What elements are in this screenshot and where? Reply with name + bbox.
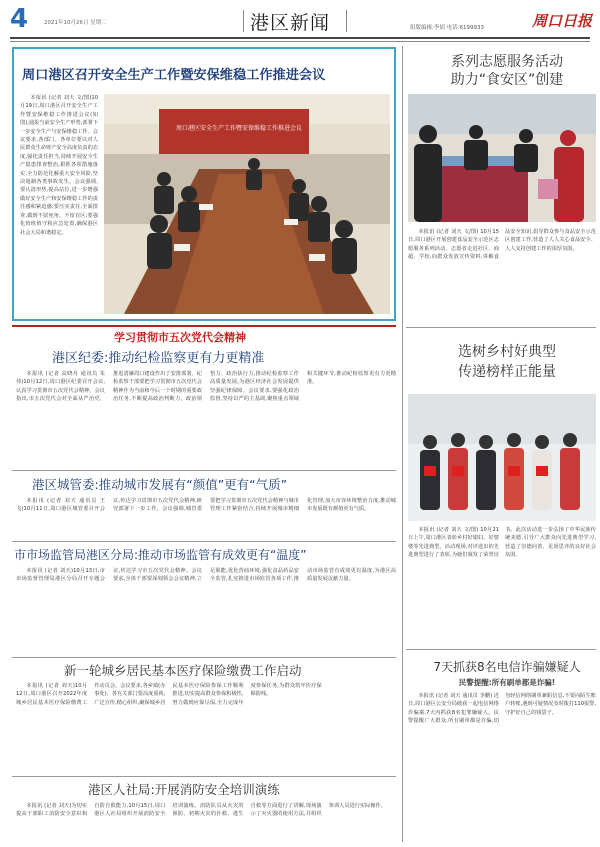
right-text-fraud: 本报讯 (记者 刘天 通讯员 李鹏) 近日,周口港区公安分局破获一起电信网络诈骗案,7天内抓获8名犯罪嫌疑人。民警提醒广大群众,所有刷单都是诈骗,切勿轻信网络刷单兼职信息,不要向陌生账户转账,遇到可疑情况及时拨打110报警,守护好自己的钱袋子。 xyxy=(408,693,596,725)
award-ceremony-scene xyxy=(408,394,596,521)
backdrop-banner-text: 周口港区安全生产工作暨安保维稳工作推进会议 xyxy=(175,125,302,132)
article-text: 10月12日,周口港区纪委召开会议,认真学习贯彻市五次党代会精神。会议指出,市五次党代会对全面从严治党、推进清廉周口建设作出了安排部署。纪检监察干部要把学习贯彻市五次党代会精神作为当前和今后一个时期的重要政治任务,不断提高政治判断力、政治领悟力、政治执行力,推动纪检监察工作高质量发展,为港区经济社会发展提供坚强纪律保障。会议要求,要强化政治监督,坚持以严的主基调,聚焦重点领域和关键环节,推动纪检监察更有力更精准。 xyxy=(16,371,396,403)
volunteer-photo xyxy=(408,94,596,222)
lead-headline: 周口港区召开安全生产工作暨安保维稳工作推进会议 xyxy=(22,68,326,83)
editor-info: 组版编辑:李娟 电话:6199933 xyxy=(410,25,484,31)
article-text: 10月13日,市市场监督管理局港区分局召开专题会议,传达学习市五次党代会精神。会议要求,全体干部要深刻领会会议精神,立足职能,优化营商环境,强化食品药品安全监管,扎实推进市场监管各项工作,推动市场监管有成效更有温度,为港区高质量发展贡献力量。 xyxy=(16,568,396,583)
article-byline: 本报讯 (记者 刘天) xyxy=(26,803,72,809)
section-title: 港区新闻 xyxy=(250,12,331,34)
article-byline: 本报讯 (记者 刘天) xyxy=(26,568,74,574)
article-headline: 新一轮城乡居民基本医疗保险缴费工作启动 xyxy=(64,663,302,678)
article-divider xyxy=(12,657,396,658)
article-headline: 港区纪委:推动纪检监察更有力更精准 xyxy=(52,351,265,366)
right-headline-volunteer: 系列志愿服务活动 助力“食安区”创建 xyxy=(450,54,564,88)
article-byline: 本报讯 (记者 刘天 通讯员 王飞) xyxy=(16,498,105,513)
article-body xyxy=(16,567,396,655)
special-section-banner: 学习贯彻市五次党代会精神 xyxy=(114,331,246,344)
award-photo xyxy=(408,394,596,521)
article-body xyxy=(16,497,396,539)
right-text-role-model: 本报讯 (记者 刘天 文/图) 10月21日上午,周口港区表彰乡村好媳妇、好婆婆等先进典型。活动现场,对评选出的先进典型进行了表彰,为她们颁发了荣誉证书。此次活动进一步弘扬了中华民族传统美德,引导广大群众向先进典型学习,营造了崇德向善、见贤思齐的良好社会氛围。 xyxy=(408,527,596,559)
article-byline: 本报讯 (记者 刘天) xyxy=(26,683,75,689)
article-divider xyxy=(12,470,396,471)
article-divider xyxy=(12,541,396,542)
article-text: 10月12日,周口港区召开2022年度城乡居民基本医疗保险缴费工作动员会。会议要求,各乡镇(办事处)、各有关部门要高度重视,广泛宣传,精心组织,确保城乡居民基本医疗保险参保工作顺利推进,切实提高群众参保积极性,努力做到应保尽保,全力完成年度参保任务,为群众筑牢医疗保障防线。 xyxy=(16,683,322,706)
newspaper-logo: 周口日报 xyxy=(532,12,593,30)
lead-body xyxy=(20,94,98,314)
masthead-rule xyxy=(10,37,590,39)
volunteer-scene xyxy=(408,94,596,222)
column-divider xyxy=(402,46,403,842)
article-body xyxy=(16,370,396,468)
right-body-fraud xyxy=(408,692,596,842)
masthead-divider xyxy=(243,10,244,32)
right-headline-fraud: 7天抓获8名电信诈骗嫌疑人 xyxy=(433,660,581,674)
article-divider xyxy=(12,776,396,777)
right-body-volunteer xyxy=(408,228,596,324)
right-subhead-fraud: 民警提醒:所有刷单都是诈骗! xyxy=(458,678,556,687)
lead-text: 10月19日,周口港区召开安全生产工作暨安保维稳工作推进会议(如图),通报当前安全生产形势,部署下一步安全生产与安保维稳工作。会议要求,各部门、各单位要以对人民群众生命财产安全高度负责的态度,强化责任担当,持续开展安全生产隐患排查整治,狠抓各项措施落实,全力防范化解重大安全风险,坚决遏制各类事故发生。会议强调,要认清形势,提高站位,进一步增强做好安全生产和安保维稳工作的责任感和紧迫感;要压实责任,全面排查,做到不留死角、不留盲区;要强化值班值守和应急处置,确保港区社会大局和谐稳定。 xyxy=(20,95,98,236)
article-text: 10月11日,周口港区城管委召开会议,传达学习贯彻市五次党代会精神,研究部署下一步工作。会议强调,城管委要把学习贯彻市五次党代会精神与城市管理工作紧密结合,持续开展城市精细化管理,加大市容环境整治力度,推动城市发展既有颜值更有气质。 xyxy=(23,498,396,513)
page-number: 4 xyxy=(10,4,29,34)
masthead-rule-thin xyxy=(10,41,590,42)
right-divider xyxy=(406,649,596,650)
article-body xyxy=(16,802,400,844)
masthead-divider xyxy=(346,10,347,32)
lead-byline: 本报讯 (记者 刘天 文/图) xyxy=(30,95,92,101)
article-headline: 港区人社局:开展消防安全培训演练 xyxy=(88,782,280,797)
right-divider xyxy=(406,327,596,328)
right-headline-role-model: 选树乡村好典型 传递榜样正能量 xyxy=(458,344,556,380)
lead-photo xyxy=(104,94,390,314)
right-text-volunteer: 本报讯 (记者 刘天 文/图) 10月15日,周口港区开展创建食品安全示范区志愿服务系列活动。志愿者走进社区、商超、学校,向群众发放宣传资料,讲解食品安全知识,倡导群众参与食品安全示范区创建工作,营造了人人关心食品安全、人人支持创建工作的浓厚氛围。 xyxy=(408,229,596,261)
article-byline: 本报讯 (记者 高晓丹 通讯员 朱伟) xyxy=(16,371,105,386)
article-body xyxy=(16,682,400,774)
issue-date: 2021年10月26日 星期二 xyxy=(44,20,107,26)
article-text: 为切实提高干部职工消防安全意识和自防自救能力,10月15日,周口港区人社局组织开展消防安全培训演练。消防队员从火灾的预防、初期火灾的扑救、逃生自救等方面进行了讲解,现场演示了灭火器的使用方法,并组织参训人员进行实际操作。 xyxy=(16,803,386,818)
article-headline: 市市场监管局港区分局:推动市场监管有成效更有“温度” xyxy=(14,548,307,562)
article-headline: 港区城管委:推动城市发展有“颜值”更有“气质” xyxy=(32,477,288,492)
right-body-role-model xyxy=(408,526,596,644)
